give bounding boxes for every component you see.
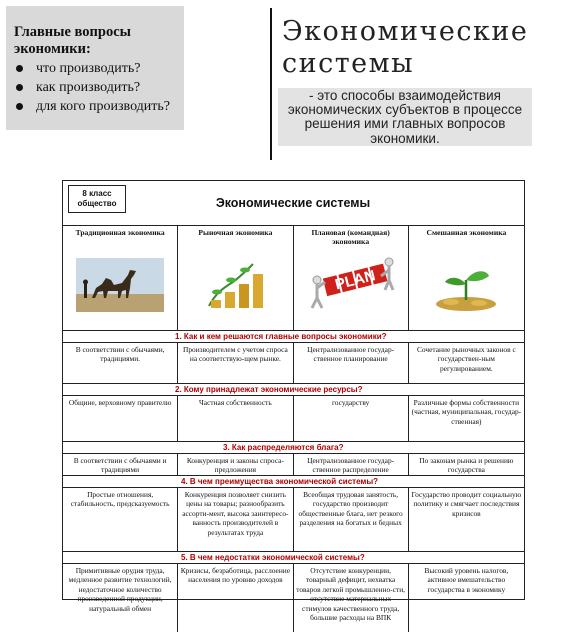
main-questions-box [6, 6, 184, 130]
question-item: что производить? [14, 59, 178, 78]
table-cell: В соответствии с обычаями, традициями. [63, 343, 178, 383]
table-cell: Государство проводит социальную политику и смягчает последствия кризисов [411, 490, 522, 518]
table-cell: Всеобщая трудовая занятость, государство производит общественные блага, нет резкого разделения на богатых и бедных [294, 488, 409, 551]
slide-title: Экономические системы [282, 16, 529, 79]
table-row [63, 396, 524, 442]
table-cell: Конкуренция и законы спроса-предложения [178, 454, 293, 475]
coins-plant-image [203, 258, 267, 312]
section-heading-2: 2. Кому принадлежат экономические ресурсы? [63, 384, 524, 396]
table-cell: Примитивные орудия труда, медленное развитие технологий, недостаточное количество произведенной продукции, натуральный обмен [63, 564, 178, 632]
table-header-row [63, 226, 524, 331]
column-planned: Плановая (командная) экономика PLAN [294, 226, 409, 330]
document-sheet [62, 180, 525, 623]
systems-table [63, 225, 524, 632]
questions-heading: Главные вопросы экономики: [14, 24, 131, 57]
table-cell: Централизованное государ-ственное распределение [294, 454, 409, 475]
section-heading-3: 3. Как распределяются блага? [63, 442, 524, 454]
column-market: Рыночная экономика [178, 226, 293, 330]
camel-desert-image [76, 258, 164, 312]
section-heading-4: 4. В чем преимущества экономической системы? [63, 476, 524, 488]
table-cell: Конкуренция позволяет снизить цены на товары; разнообразить ассорти-мент, высока заинтересо-ванность производителей в результатах труда [178, 488, 293, 551]
table-row [63, 343, 524, 384]
question-item: как производить? [14, 78, 178, 97]
table-row [63, 454, 524, 476]
table-cell: Производителем с учетом спроса на соответствую-щем рынке. [178, 343, 293, 383]
divider-line [270, 8, 272, 160]
table-row [63, 488, 524, 552]
section-heading-1: 1. Как и кем решаются главные вопросы экономики? [63, 331, 524, 343]
table-row [63, 564, 524, 632]
table-cell: Отсутствие конкуренции, товарный дефицит, нехватка товаров легкой промышленно-сти, отсутствие материальных стимулов качественного труда, большие расходы на ВПК [294, 564, 409, 632]
document-title: Экономические системы [215, 196, 371, 210]
column-mixed: Смешанная экономика [409, 226, 524, 330]
table-cell: В соответствии с обычаями и традициями [63, 454, 178, 475]
table-cell: Высокий уровень налогов, активное вмешательство государства в экономику [424, 566, 509, 594]
svg-text:PLAN: PLAN [333, 267, 377, 294]
table-cell: Простые отношения, стабильность, предсказуемость [63, 488, 178, 551]
questions-list [14, 59, 178, 116]
table-cell: Общине, верховному правителю [63, 396, 178, 441]
table-cell: Кризисы, безработица, расслоение населения по уровню доходов [178, 564, 293, 632]
column-traditional: Традиционная экономика [63, 226, 178, 330]
sprout-coins-image [431, 258, 501, 312]
bullet-icon [16, 84, 23, 91]
definition-box: - это способы взаимодействия экономических субъектов в процессе решения ими главных вопросов экономики. [278, 88, 532, 146]
table-cell: Сочетание рыночных законов с государствен-ным регулированием. [417, 345, 516, 373]
bullet-icon [16, 65, 23, 72]
bullet-icon [16, 103, 23, 110]
table-cell: государству [294, 396, 409, 441]
table-cell: Различные формы собственности (частная, муниципальная, государ-ственная) [411, 398, 522, 426]
table-cell: Частная собственность [178, 396, 293, 441]
grade-badge: 8 класс общество [68, 185, 126, 213]
table-cell: По законам рынка и решению государства [419, 456, 514, 475]
section-heading-5: 5. В чем недостатки экономической системы? [63, 552, 524, 564]
plan-figures-image [305, 254, 397, 312]
table-cell: Централизованное государ-ственное планирование [294, 343, 409, 383]
question-item: для кого производить? [14, 97, 178, 116]
